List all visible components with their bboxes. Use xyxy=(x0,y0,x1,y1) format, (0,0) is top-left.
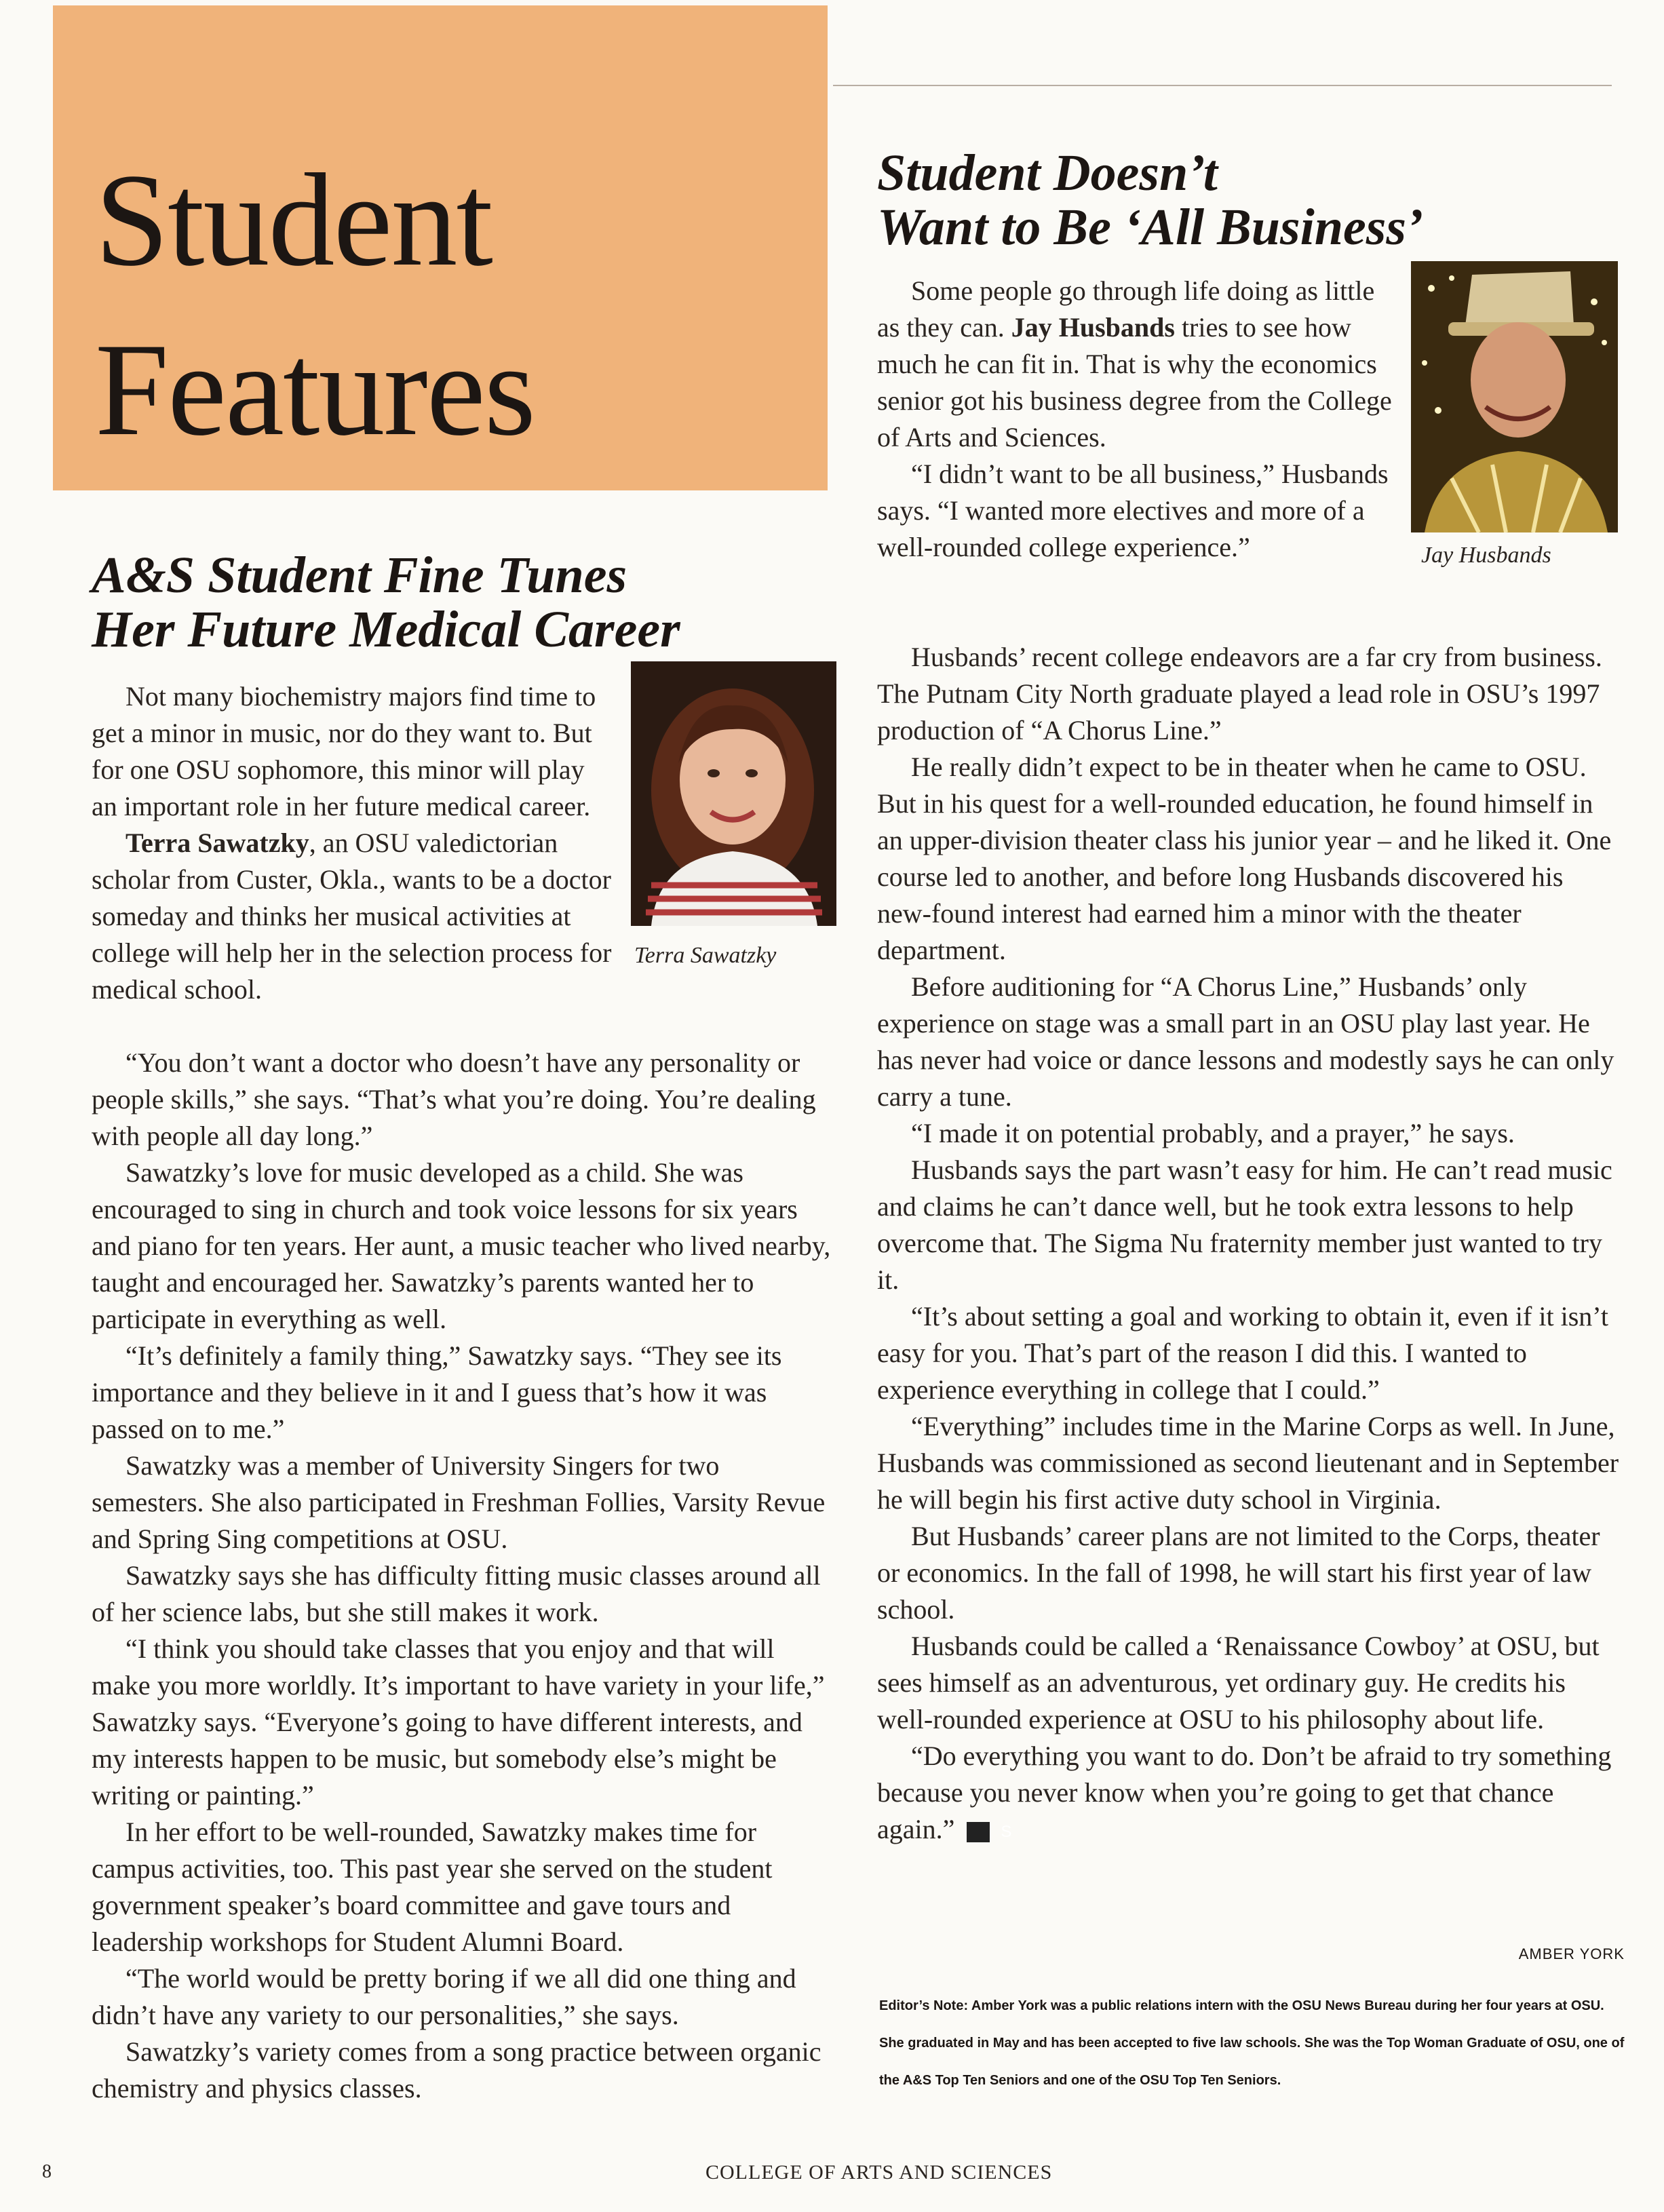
paragraph: “It’s about setting a goal and working to obtain it, even if it isn’t easy for you. That’s part of the reason I did this. I wanted to experience everything in college that I could.” xyxy=(877,1301,1608,1405)
paragraph: Some people go through life doing as little as they can. Jay Husbands tries to see how much he can fit in. That is why the economics senior got his business degree from the College of Arts and Sciences. xyxy=(877,275,1392,452)
paragraph: Sawatzky was a member of University Singers for two semesters. She also participated in Freshman Follies, Varsity Revue and Spring Sing competitions at OSU. xyxy=(92,1450,826,1554)
article1-headline: A&S Student Fine Tunes Her Future Medical Career xyxy=(92,547,680,658)
paragraph: “Do everything you want to do. Don’t be afraid to try something because you never know when you’re going to get that chance again.” S xyxy=(877,1741,1612,1844)
terra-sawatzky-photo xyxy=(631,661,836,926)
paragraph: Husbands says the part wasn’t easy for him. He can’t read music and claims he can’t dance well, but he took extra lessons to help overcome that. The Sigma Nu fraternity member just wanted to try it. xyxy=(877,1154,1612,1295)
paragraph: In her effort to be well-rounded, Sawatzky makes time for campus activities, too. This past year she served on the student government speaker’s board committee and gave tours and leadership workshops for Student Alumni Board. xyxy=(92,1817,773,1957)
paragraph: “I think you should take classes that you enjoy and that will make you more worldly. It’s important to have variety in your life,” Sawatzky says. “Everyone’s going to have different interests, and my interests happen to be music, but somebody else’s might be writing or painting.” xyxy=(92,1633,825,1810)
page-number: 8 xyxy=(42,2161,52,2182)
paragraph: Sawatzky’s variety comes from a song practice between organic chemistry and physics classes. xyxy=(92,2036,821,2103)
paragraph: Terra Sawatzky, an OSU valedictorian scholar from Custer, Okla., wants to be a doctor someday and thinks her musical activities at college will help her in the selection process for medical school. xyxy=(92,828,612,1005)
paragraph: Before auditioning for “A Chorus Line,” Husbands’ only experience on stage was a small part in an OSU play last year. He has never had voice or dance lessons and modestly says he can only carry a tune. xyxy=(877,971,1614,1112)
paragraph: Sawatzky says she has difficulty fitting music classes around all of her science labs, but she still makes it work. xyxy=(92,1560,821,1627)
section-title-line2: Features xyxy=(95,316,535,463)
paragraph: “I made it on potential probably, and a prayer,” he says. xyxy=(911,1118,1515,1148)
paragraph: “You don’t want a doctor who doesn’t have any personality or people skills,” she says. “That’s what you’re doing. You’re dealing with people all day long.” xyxy=(92,1047,816,1151)
jay-husbands-photo xyxy=(1411,261,1618,532)
section-title xyxy=(95,136,535,475)
section-title-line1: Student xyxy=(95,147,492,294)
paragraph: Sawatzky’s love for music developed as a child. She was encouraged to sing in church and took voice lessons for six years and piano for ten years. Her aunt, a music teacher who lived nearby, taught and encouraged her. Sawatzky’s parents wanted her to participate in everything as well. xyxy=(92,1157,831,1334)
article2-body xyxy=(877,639,1623,1848)
paragraph: He really didn’t expect to be in theater when he came to OSU. But in his quest for a well-rounded education, he found himself in an upper-division theater class his junior year – and he liked it. One course led to another, and before long Husbands discovered his new-found interest had earned him a minor with the theater department. xyxy=(877,752,1612,965)
paragraph: But Husbands’ career plans are not limited to the Corps, theater or economics. In the fall of 1998, he will start his first year of law school. xyxy=(877,1521,1600,1625)
author-byline: AMBER YORK xyxy=(1518,1945,1625,1962)
publication-footer: COLLEGE OF ARTS AND SCIENCES xyxy=(705,2161,1053,2184)
photo-caption: Terra Sawatzky xyxy=(634,943,777,968)
paragraph: “Everything” includes time in the Marine Corps as well. In June, Husbands was commissioned as second lieutenant and in September he will begin his first active duty school in Virginia. xyxy=(877,1411,1619,1515)
paragraph: Husbands’ recent college endeavors are a far cry from business. The Putnam City North graduate played a lead role in OSU’s 1997 production of “A Chorus Line.” xyxy=(877,642,1602,745)
end-mark-icon: S xyxy=(967,1822,990,1842)
paragraph: Not many biochemistry majors find time to get a minor in music, nor do they want to. But for one OSU sophomore, this minor will play an important role in her future medical career. xyxy=(92,681,596,821)
editors-note: Editor’s Note: Amber York was a public relations intern with the OSU News Bureau during her four years at OSU. She graduated in May and has been accepted to five law schools. She was the Top Woman Graduate of OSU, one of the A&S Top Ten Seniors and one of the OSU Top Ten Seniors. xyxy=(879,1998,1625,2088)
article1-body-top xyxy=(92,678,614,1008)
article1-body xyxy=(92,1045,838,2107)
paragraph: “The world would be pretty boring if we all did one thing and didn’t have any variety to our personalities,” she says. xyxy=(92,1963,796,2030)
paragraph: “I didn’t want to be all business,” Husbands says. “I wanted more electives and more of a well-rounded college experience.” xyxy=(877,459,1389,562)
article2-headline: Student Doesn’t Want to Be ‘All Business’ xyxy=(877,144,1424,256)
top-rule-divider xyxy=(833,85,1612,86)
photo-caption: Jay Husbands xyxy=(1421,543,1551,568)
article2-body-top xyxy=(877,273,1399,566)
paragraph: “It’s definitely a family thing,” Sawatzky says. “They see its importance and they believe in it and I guess that’s how it was passed on to me.” xyxy=(92,1340,782,1444)
paragraph: Husbands could be called a ‘Renaissance Cowboy’ at OSU, but sees himself as an adventurous, yet ordinary guy. He credits his well-rounded experience at OSU to his philosophy about life. xyxy=(877,1631,1600,1734)
